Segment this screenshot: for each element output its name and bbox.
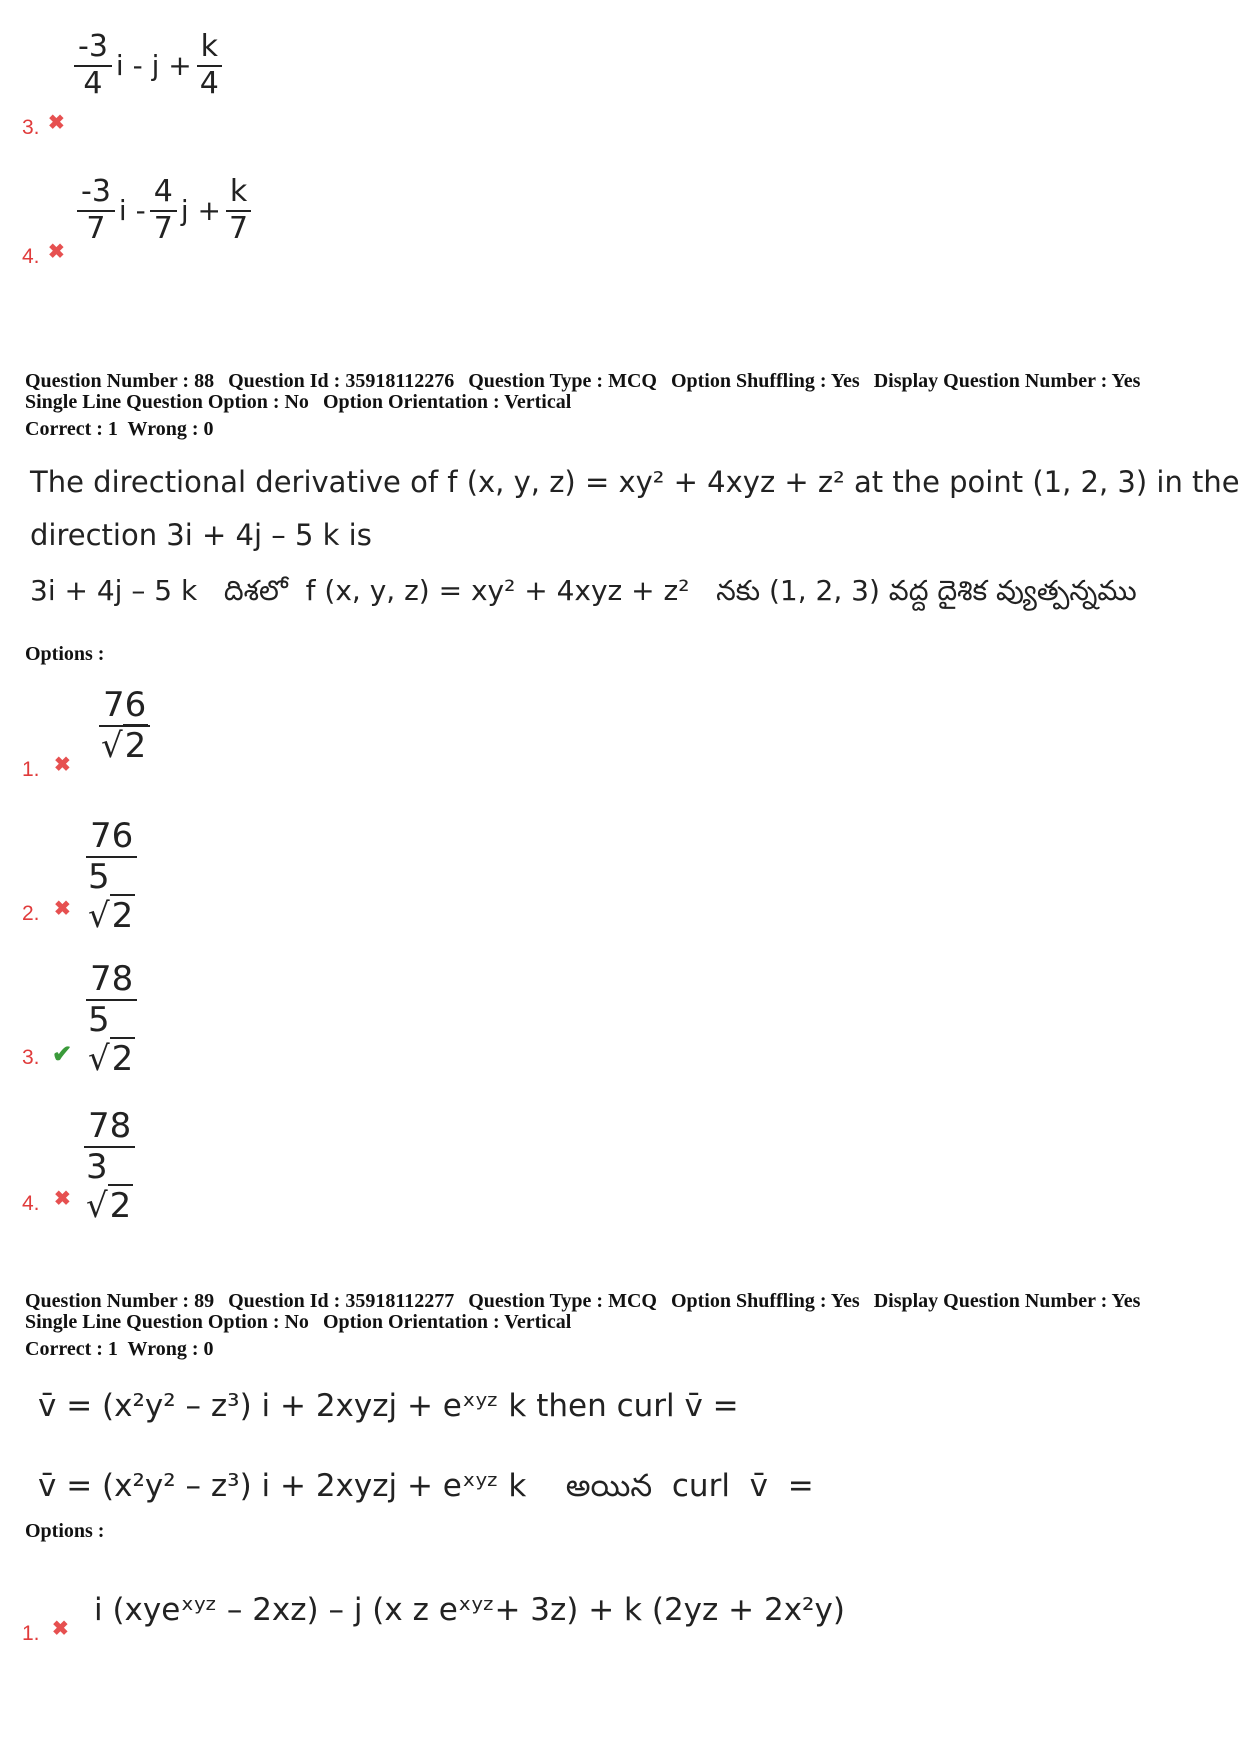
q89-meta-line-1: Question Number : 89 Question Id : 35918112277 Question Type : MCQ Option Shuffling : Yes Display Question Number : Yes (25, 1290, 1141, 1312)
q89-score: Correct : 1 Wrong : 0 (25, 1338, 214, 1360)
option-expression: $\frac{-3}{7}$ i - $\frac{4}{7}$ j + $\frac{k}{7}$ (77, 175, 252, 246)
option-expression: i (xyeˣʸᶻ – 2xz) – j (x z eˣʸᶻ+ 3z) + k (2yz + 2x²y) (94, 1592, 845, 1628)
option-number: 1. (22, 1622, 40, 1645)
wrong-mark-icon: ✖ (48, 112, 65, 134)
option-number: 3. (22, 1046, 40, 1069)
q88-meta-line-1: Question Number : 88 Question Id : 35918112276 Question Type : MCQ Option Shuffling : Yes Display Question Number : Yes (25, 370, 1141, 392)
wrong-mark-icon: ✖ (54, 898, 71, 920)
fraction: $\frac{k}{4}$ (196, 30, 223, 101)
q88-score: Correct : 1 Wrong : 0 (25, 418, 214, 440)
fraction: $\frac{k}{7}$ (225, 175, 252, 246)
option-number: 4. (22, 1192, 40, 1215)
q88-question-line-3: 3i + 4j – 5 k దిశలో f (x, y, z) = xy² + 4xyz + z² నకు (1, 2, 3) వద్ద దైశిక వ్యుత్పన్నము (30, 574, 1137, 607)
fraction: $\frac{-3}{4}$ (74, 30, 112, 101)
wrong-mark-icon: ✖ (54, 1188, 71, 1210)
q88-meta-line-2: Single Line Question Option : No Option Orientation : Vertical (25, 391, 572, 413)
wrong-mark-icon: ✖ (52, 1618, 69, 1640)
q89-question-line-1: v̄ = (x²y² – z³) i + 2xyzj + eˣʸᶻ k then curl v̄ = (38, 1388, 739, 1424)
wrong-mark-icon: ✖ (54, 754, 71, 776)
option-expression: $\frac{-3}{4}$ i - j + $\frac{k}{4}$ (74, 30, 223, 101)
q88-question-line-1: The directional derivative of f (x, y, z) = xy² + 4xyz + z² at the point (1, 2, 3) in the (30, 465, 1240, 499)
wrong-mark-icon: ✖ (48, 241, 65, 263)
fraction: $\frac{78}{5√2}$ (84, 960, 139, 1079)
option-number: 4. (22, 245, 40, 268)
fraction: $\frac{4}{7}$ (150, 175, 177, 246)
q89-options-label: Options : (25, 1520, 105, 1542)
fraction: $\frac{76}{√2}$ (97, 686, 152, 766)
option-number: 3. (22, 116, 40, 139)
q89-meta-line-2: Single Line Question Option : No Option Orientation : Vertical (25, 1311, 572, 1333)
q88-options-label: Options : (25, 643, 105, 665)
correct-mark-icon: ✔ (52, 1041, 73, 1068)
q88-question-line-2: direction 3i + 4j – 5 k is (30, 518, 372, 552)
fraction: $\frac{78}{3√2}$ (82, 1107, 137, 1226)
fraction: $\frac{76}{5√2}$ (84, 817, 139, 936)
fraction: $\frac{-3}{7}$ (77, 175, 115, 246)
option-number: 1. (22, 758, 40, 781)
q89-question-line-2: v̄ = (x²y² – z³) i + 2xyzj + eˣʸᶻ k అయిన curl v̄ = (38, 1468, 814, 1504)
option-number: 2. (22, 902, 40, 925)
